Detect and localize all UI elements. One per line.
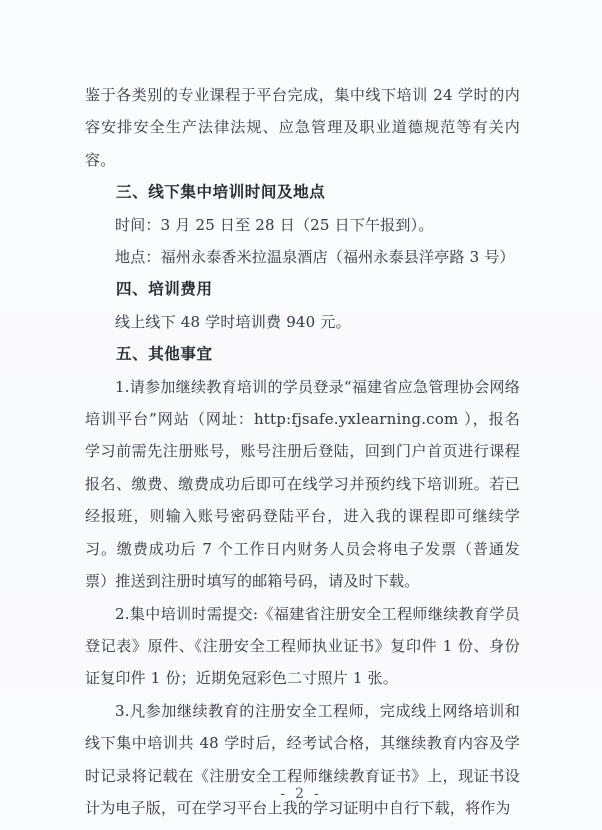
section-heading-offline-training-time-location: 三、线下集中培训时间及地点 <box>116 183 326 202</box>
other-matters-item-3-certificate-paragraph: 3.凡参加继续教育的注册安全工程师，完成线上网络培训和线下集中培训共 48 学时后，经考试合格，其继续教育内容及学时记录将记载在《注册安全工程师继续教育证书》上，现证书设计为电子版，可在学习平台上我的学习证明中自行下载，将作为 <box>85 701 520 817</box>
intro-continuation-paragraph: 鉴于各类别的专业课程于平台完成，集中线下培训 24 学时的内容安排安全生产法律法规、应急管理及职业道德规范等有关内容。 <box>85 86 520 169</box>
training-time-line: 时间：3 月 25 日至 28 日（25 日下午报到）。 <box>115 215 434 234</box>
other-matters-item-2-materials-paragraph: 2.集中培训时需提交:《福建省注册安全工程师继续教育学员登记表》原件、《注册安全工程师执业证书》复印件 1 份、身份证复印件 1 份；近期免冠彩色二寸照片 1 张。 <box>85 604 520 688</box>
training-fee-line: 线上线下 48 学时培训费 940 元。 <box>115 312 351 331</box>
training-location-line: 地点：福州永泰香米拉温泉酒店（福州永泰县洋亭路 3 号） <box>115 248 515 267</box>
section-heading-other-matters: 五、其他事宜 <box>116 345 213 364</box>
other-matters-item-1-registration-paragraph: 1.请参加继续教育培训的学员登录“福建省应急管理协会网络培训平台”网站（网址：http:fjsafe.yxlearning.com ），报名学习前需先注册账号，账号注册后登陆，回到门户首页进行课程报名、缴费、缴费成功后即可在线学习并预约线下培训班。若已经报班，则输入账号密码登陆平台，进入我的课程即可继续学习。缴费成功后 7 个工作日内财务人员会将电子发票（普通发票）推送到注册时填写的邮箱号码，请及时下载。 <box>85 377 520 591</box>
page-number: - 2 - <box>280 786 322 802</box>
section-heading-training-fee: 四、培训费用 <box>116 280 213 299</box>
